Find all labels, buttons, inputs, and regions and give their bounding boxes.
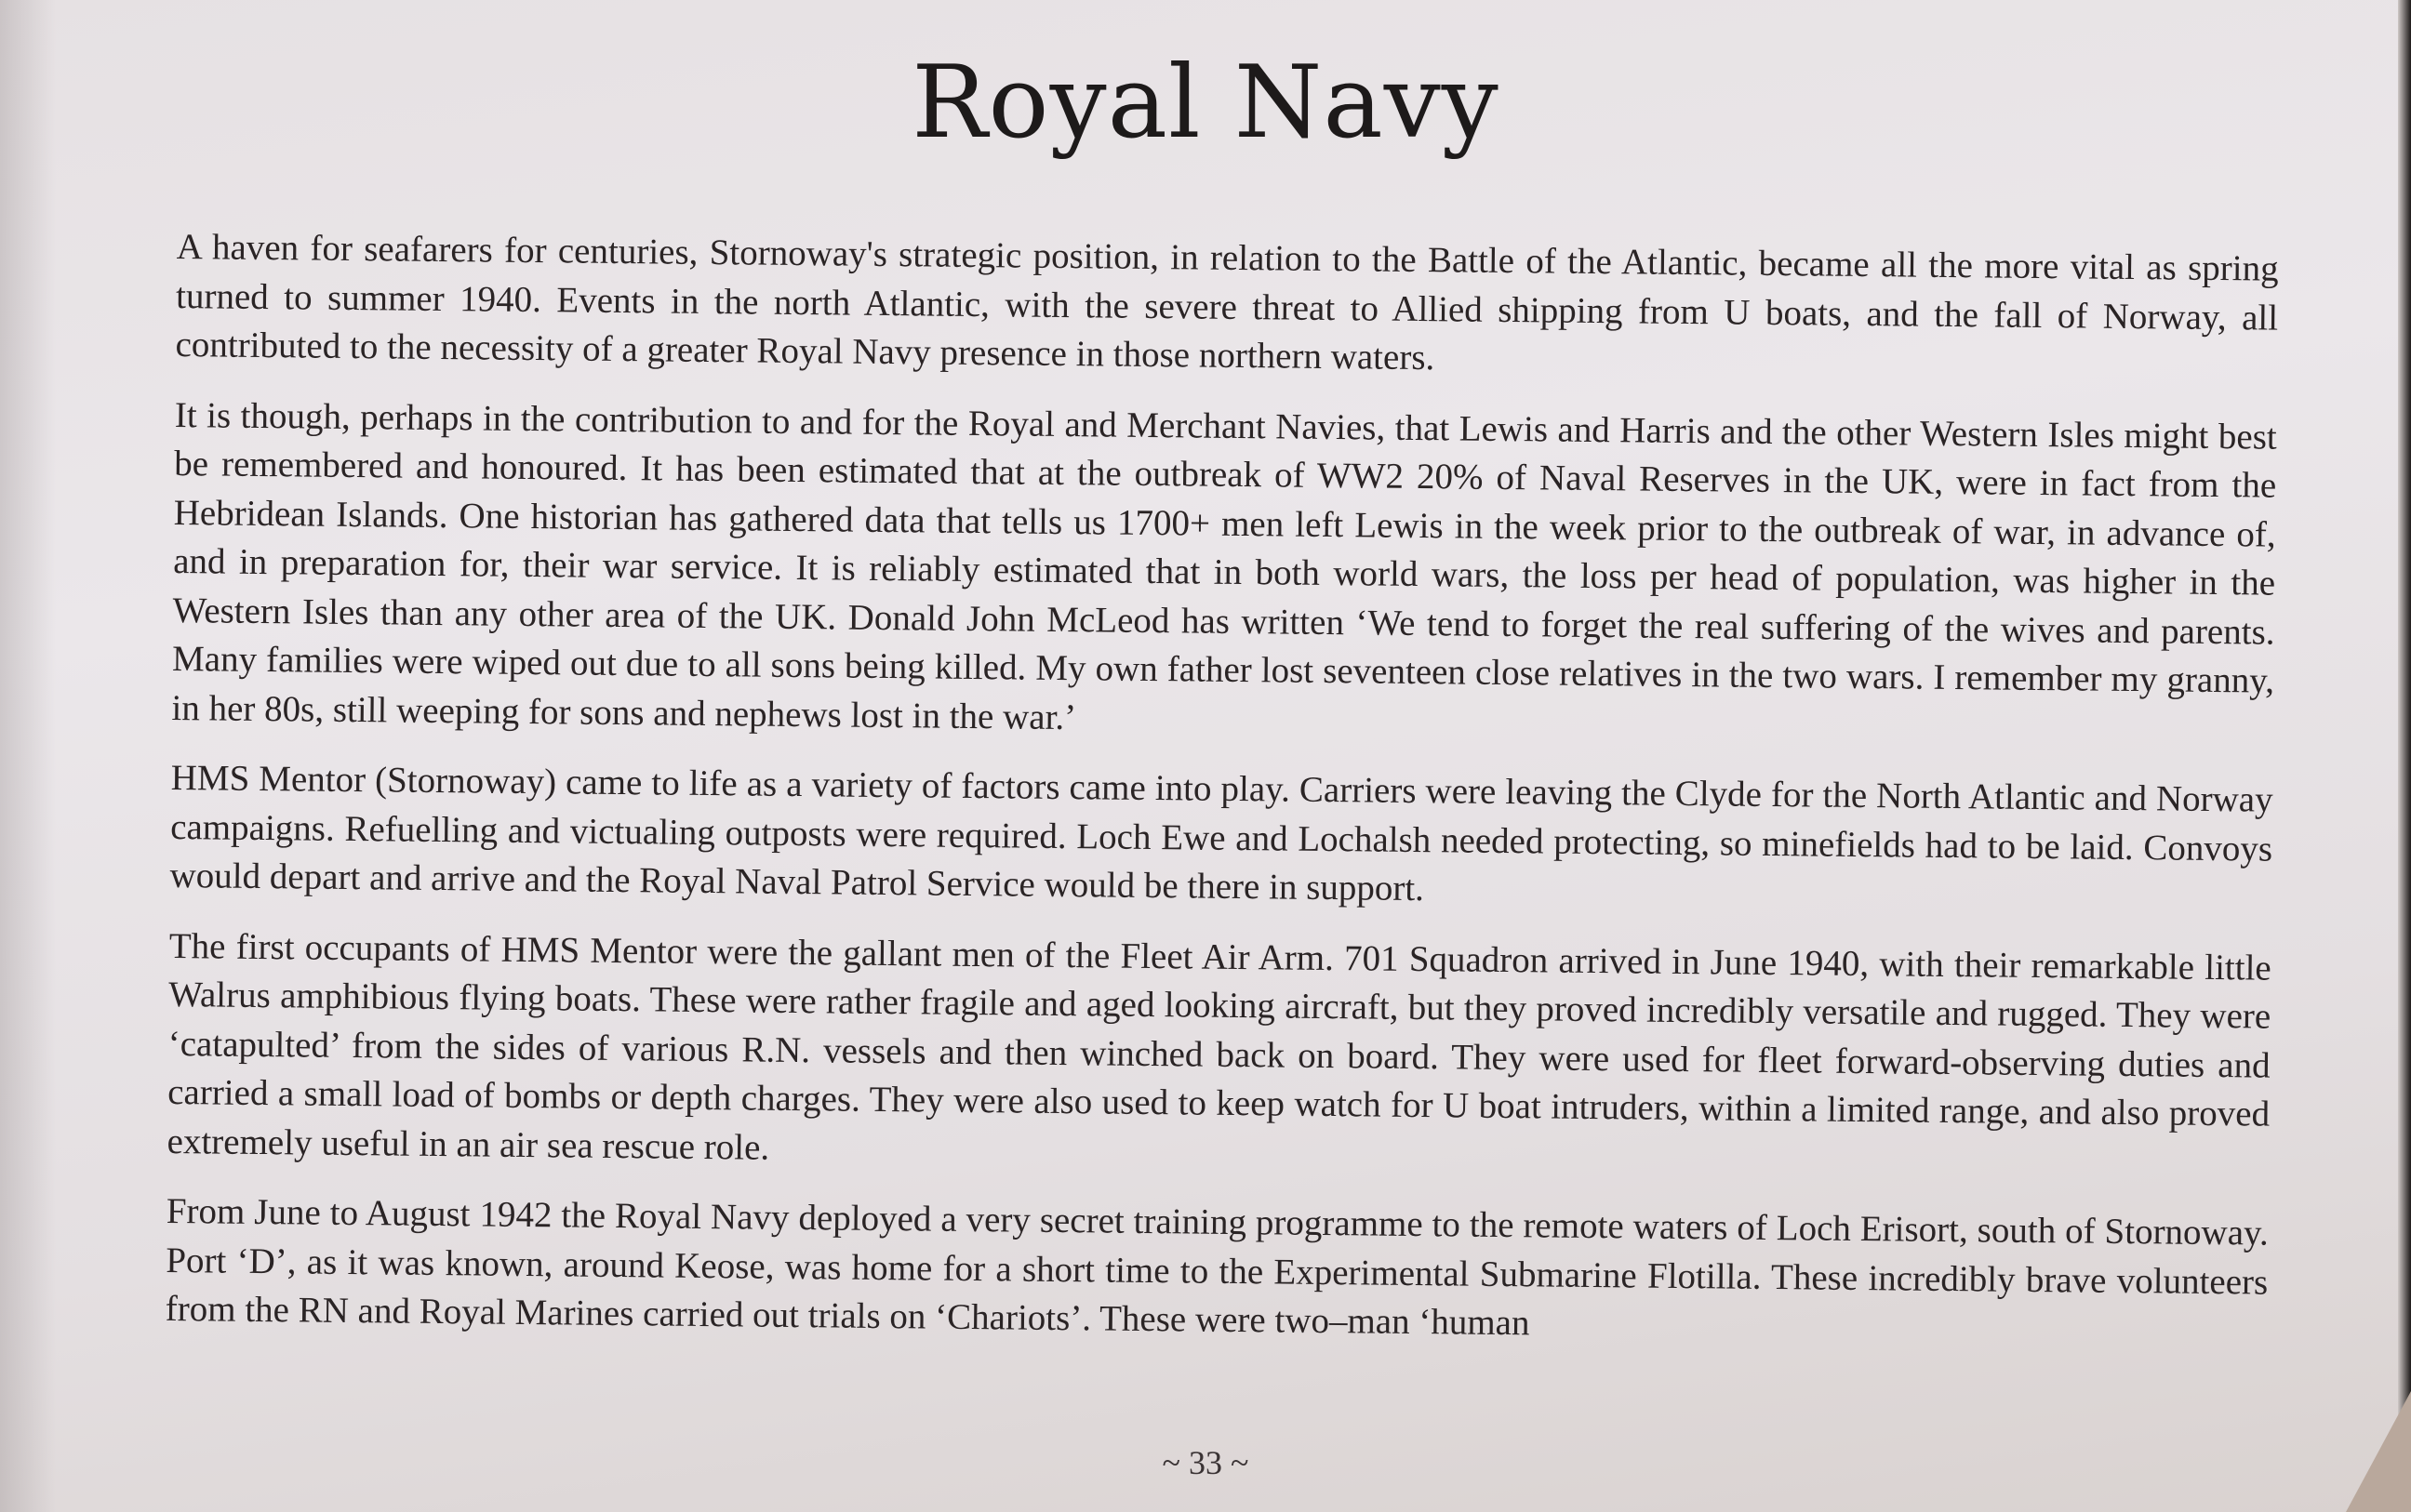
paragraph-intro: A haven for seafarers for centuries, Stornoway's strategic position, in relation to the Battle of the Atlantic, became all the more vital as spring turned to summer 1940. Events in the north Atlantic, with the severe threat to Allied shipping from U boats, and the fall of Norway, all contributed to the necessity of a greater Royal Navy presence in those northern waters.: [175, 226, 2279, 378]
paragraph-fleet-air-arm: The first occupants of HMS Mentor were the gallant men of the Fleet Air Arm. 701 Squadron arrived in June 1940, with their remarkable little Walrus amphibious flying boats. These were rather fragile and aged looking aircraft, but they proved incredibly versatile and rugged. They were ‘catapulted’ from the sides of various R.N. vessels and then winched back on board. They were used for fleet forward-observing duties and carried a small load of bombs or depth charges. They were also used to keep watch for U boat intruders, within a limited range, and also proved extremely useful in an air sea rescue role.: [167, 925, 2271, 1168]
page-gutter-shadow: [0, 0, 56, 1512]
paragraph-western-isles: It is though, perhaps in the contribution to and for the Royal and Merchant Navies, that Lewis and Harris and the other Western Isles might best be remembered and honoured. It has been estimated that at the outbreak of WW2 20% of Naval Reserves in the UK, were in fact from the Hebridean Islands. One historian has gathered data that tells us 1700+ men left Lewis in the week prior to the outbreak of war, in advance of, and in preparation for, their war service. It is reliably estimated that in both world wars, the loss per head of population, was higher in the Western Isles than any other area of the UK. Donald John McLeod has written ‘We tend to forget the real suffering of the wives and parents. Many families were wiped out due to all sons being killed. My own father lost seventeen close relatives in the two wars. I remember my granny, in her 80s, still weeping for sons and nephews lost in the war.’: [171, 394, 2277, 737]
paragraph-loch-erisort: From June to August 1942 the Royal Navy deployed a very secret training programme to the remote waters of Loch Erisort, south of Stornoway. Port ‘D’, as it was known, around Keose, was home for a short time to the Experimental Submarine Flotilla. These incredibly brave volunteers from the RN and Royal Marines carried out trials on ‘Chariots’. These were two–man ‘human: [165, 1190, 2269, 1344]
page-title: Royal Navy: [912, 45, 1499, 161]
page-edge: [2398, 0, 2411, 1512]
paragraph-hms-mentor: HMS Mentor (Stornoway) came to life as a variety of factors came into play. Carriers were leaving the Clyde for the North Atlantic and Norway campaigns. Refuelling and victualing outposts were required. Loch Ewe and Lochalsh needed protecting, so minefields had to be laid. Convoys would depart and arrive and the Royal Naval Patrol Service would be there in support.: [169, 757, 2273, 909]
article-body: [165, 223, 2279, 1377]
page-number: ~ 33 ~: [1162, 1444, 1249, 1481]
